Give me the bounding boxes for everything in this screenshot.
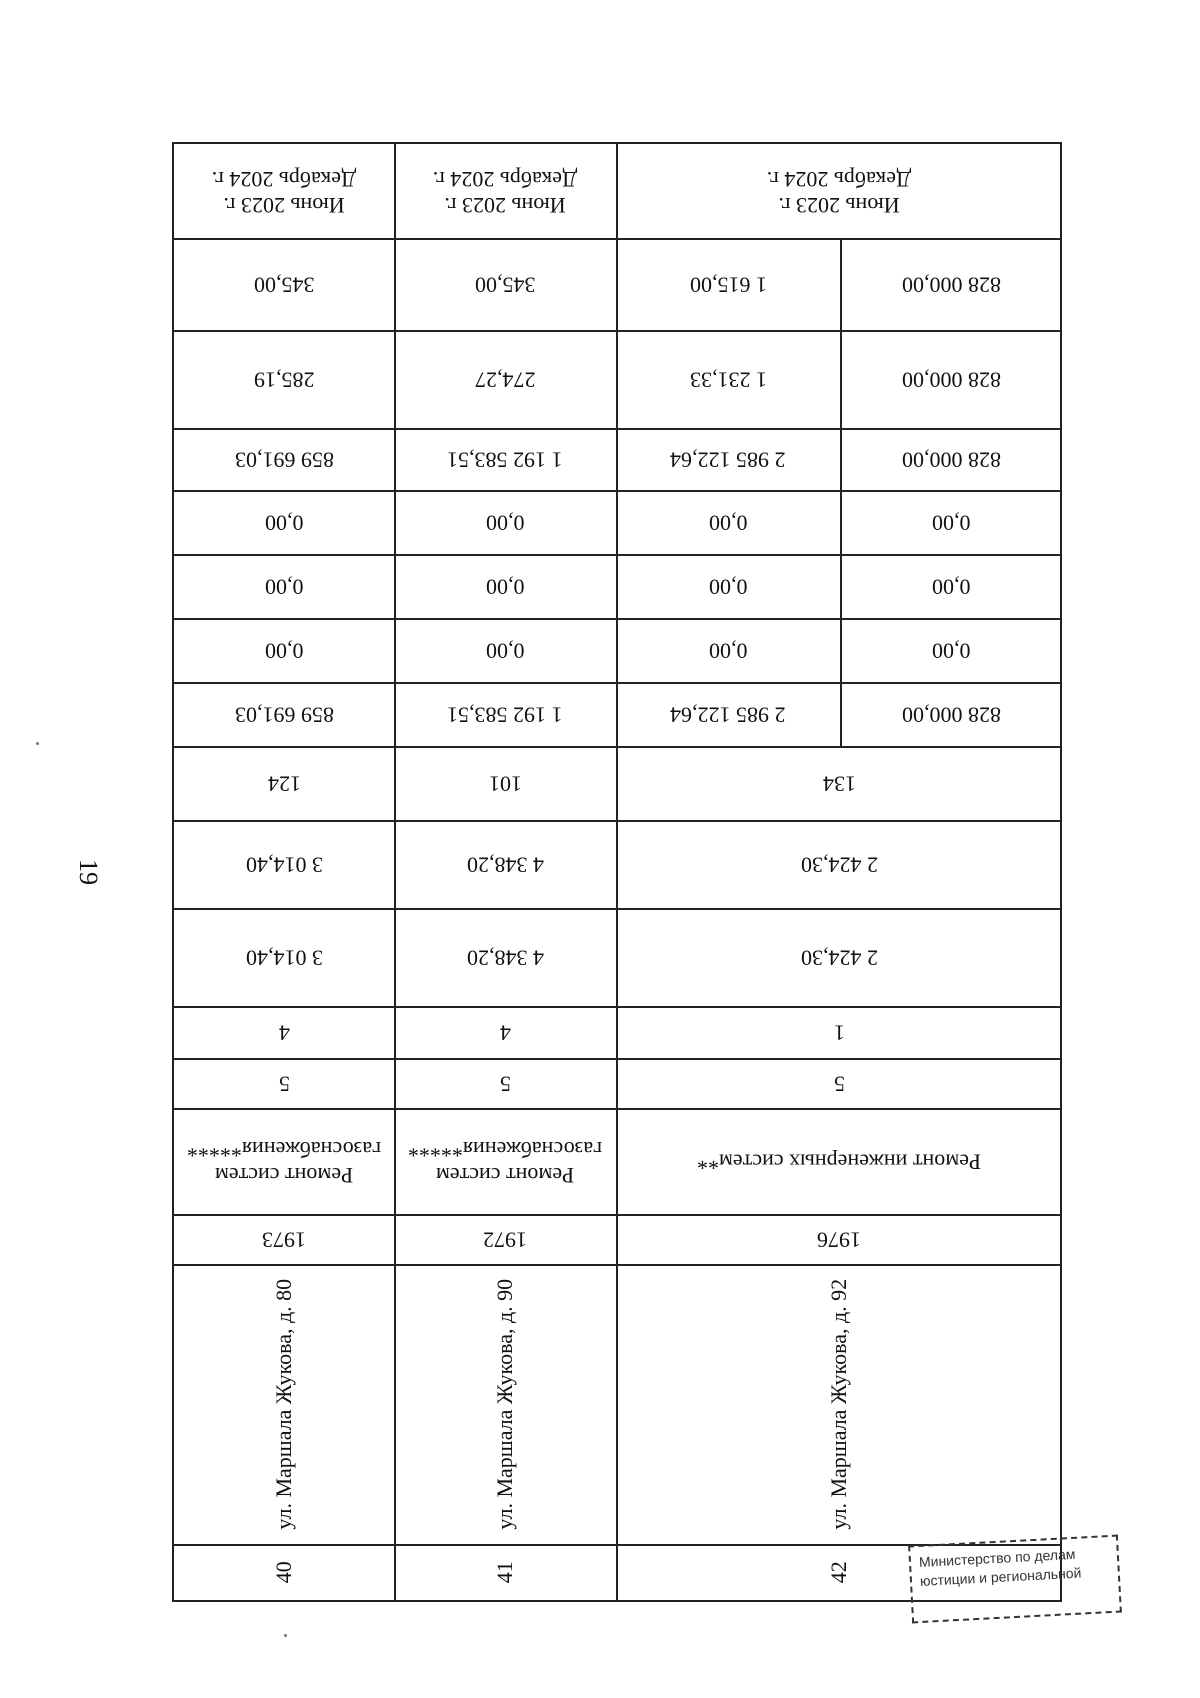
table-cell: 0,00: [264, 638, 304, 664]
row-number-cell: 41: [491, 1560, 517, 1583]
table-cell: 0,00: [708, 638, 748, 664]
table-cell: 0,00: [708, 510, 748, 536]
header-cell: Июнь 2023 г. Декабрь 2024 г.: [766, 166, 912, 218]
table-cell: 124: [267, 771, 301, 797]
table-cell: 828 000,00: [901, 367, 1001, 393]
table-cell: 345,00: [253, 272, 315, 298]
table-cell: 274,27: [474, 367, 536, 393]
table-cell: 1976: [817, 1227, 861, 1253]
table-cell: 0,00: [485, 574, 525, 600]
table-cell: 0,00: [708, 574, 748, 600]
row-number-cell: 40: [270, 1560, 296, 1583]
page-number: 19: [74, 859, 103, 885]
table-cell: 1973: [262, 1227, 306, 1253]
table-cell: 4 348,20: [466, 852, 544, 878]
address-cell: ул. Маршала Жукова, д. 80: [270, 1278, 296, 1530]
stamp-line: юстиции и региональной: [919, 1564, 1082, 1589]
stamp-line: Министерство по делам: [918, 1545, 1076, 1570]
address-cell: ул. Маршала Жукова, д. 92: [825, 1278, 851, 1530]
ministry-stamp: [908, 1535, 1122, 1624]
table-cell: 2 424,30: [800, 945, 878, 971]
data-table: [172, 142, 1062, 1602]
table-cell: 4 348,20: [466, 945, 544, 971]
table-cell: 828 000,00: [901, 702, 1001, 728]
scan-speck: [36, 742, 39, 745]
table-cell: 2 424,30: [800, 852, 878, 878]
table-cell: 3 014,40: [245, 852, 323, 878]
table-cell: 2 985 122,64: [670, 447, 786, 473]
header-cell: Июнь 2023 г. Декабрь 2024 г.: [432, 166, 578, 218]
table-cell: 0,00: [264, 510, 304, 536]
table-cell: 3 014,40: [245, 945, 323, 971]
table-cell: 4: [278, 1020, 290, 1046]
table-cell: Ремонт систем газоснабжения*****: [407, 1136, 603, 1188]
table-cell: 0,00: [485, 638, 525, 664]
table-cell: 101: [488, 771, 522, 797]
table-cell: 0,00: [264, 574, 304, 600]
table-cell: 828 000,00: [901, 272, 1001, 298]
table-cell: 5: [833, 1071, 845, 1097]
address-cell: ул. Маршала Жукова, д. 90: [491, 1278, 517, 1530]
table-cell: 0,00: [931, 574, 971, 600]
table-cell: 1972: [483, 1227, 527, 1253]
table-cell: 1 192 583,51: [447, 702, 563, 728]
table-cell: 1 231,33: [689, 367, 767, 393]
table-cell: 345,00: [474, 272, 536, 298]
table-cell: 1: [833, 1020, 845, 1046]
table-cell: 859 691,03: [234, 447, 334, 473]
table-cell: 4: [499, 1020, 511, 1046]
table-cell: 134: [822, 771, 856, 797]
table-cell: 859 691,03: [234, 702, 334, 728]
table-cell: 828 000,00: [901, 447, 1001, 473]
header-cell: Июнь 2023 г. Декабрь 2024 г.: [211, 166, 357, 218]
table-cell: 1 192 583,51: [447, 447, 563, 473]
table-cell: 1 615,00: [689, 272, 767, 298]
table-cell: 5: [499, 1071, 511, 1097]
table-cell: 0,00: [485, 510, 525, 536]
table-cell: 285,19: [253, 367, 315, 393]
table-cell: 5: [278, 1071, 290, 1097]
table-cell: 0,00: [931, 638, 971, 664]
table-cell: Ремонт инженерных систем**: [697, 1149, 981, 1175]
table-cell: 0,00: [931, 510, 971, 536]
table-cell: Ремонт систем газоснабжения*****: [186, 1136, 382, 1188]
row-number-cell: 42: [825, 1560, 851, 1583]
table-cell: 2 985 122,64: [670, 702, 786, 728]
scan-speck: [284, 1634, 287, 1637]
